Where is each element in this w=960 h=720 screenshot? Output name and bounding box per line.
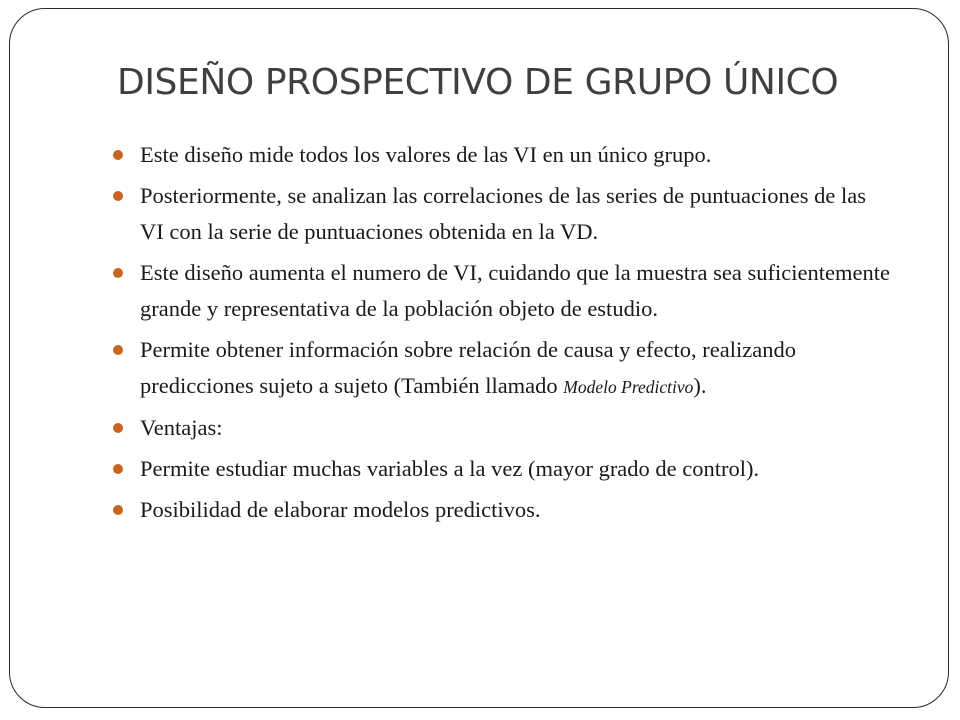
bullet-text: Este diseño mide todos los valores de las VI en un único grupo. [140,142,712,167]
bullet-item [110,137,890,173]
bullet-text: Posibilidad de elaborar modelos predictivos. [140,497,541,522]
bullet-text: Ventajas: [140,415,223,440]
bullet-dot-icon [113,268,123,278]
bullet-dot-icon [113,464,123,474]
bullet-dot-icon [113,345,123,355]
bullet-text: Este diseño aumenta el numero de VI, cuidando que la muestra sea suficientemente grande y representativa de la población objeto de estudio. [140,260,890,321]
bullet-text: Permite obtener información sobre relación de causa y efecto, realizando predicciones sujeto a sujeto (También llamado [140,337,796,398]
bullet-item [110,255,890,327]
bullet-list [110,137,890,533]
slide-frame [9,8,949,708]
bullet-text-end: ). [693,373,707,398]
bullet-text: Posteriormente, se analizan las correlaciones de las series de puntuaciones de las VI con la serie de puntuaciones obtenida en la VD. [140,183,866,244]
bullet-item [110,332,890,405]
bullet-dot-icon [113,505,123,515]
slide-title: DISEÑO PROSPECTIVO DE GRUPO ÚNICO [117,62,839,103]
bullet-item [110,451,890,487]
bullet-dot-icon [113,191,123,201]
bullet-dot-icon [113,423,123,433]
bullet-text: Permite estudiar muchas variables a la vez (mayor grado de control). [140,456,760,481]
bullet-italic-term: Modelo Predictivo [563,377,694,397]
bullet-item [110,410,890,446]
bullet-item [110,492,890,528]
bullet-item [110,178,890,250]
bullet-dot-icon [113,150,123,160]
